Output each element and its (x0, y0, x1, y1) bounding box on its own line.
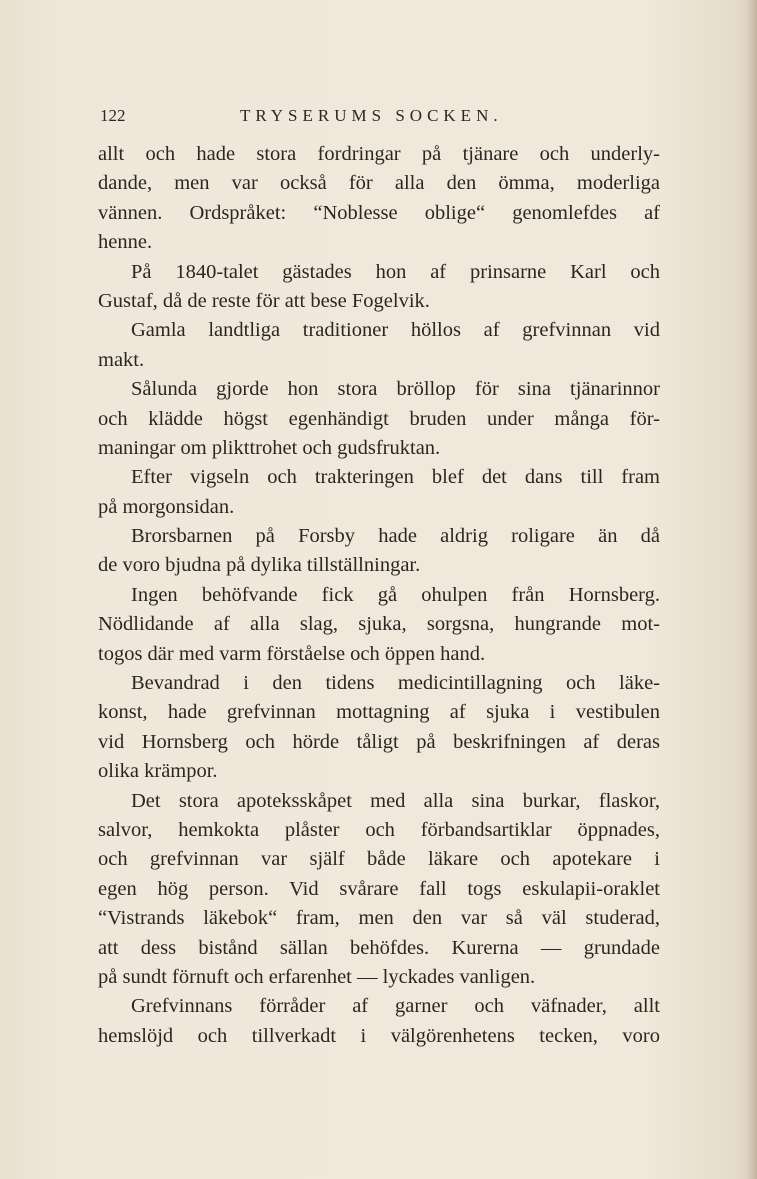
text-line: konst, hade grefvinnan mottagning af sjuka i vestibulen (98, 701, 660, 724)
text-line: Ingen behöfvande fick gå ohulpen från Hornsberg. (131, 583, 660, 606)
text-line: Gamla landtliga traditioner höllos af grefvinnan vid (131, 319, 660, 342)
body-text (98, 140, 660, 1051)
text-line: vännen. Ordspråket: “Noblesse oblige“ genomlefdes af (98, 201, 660, 224)
text-line: maningar om plikttrohet och gudsfruktan. (98, 436, 441, 459)
text-line: vid Hornsberg och hörde tåligt på beskrifningen af deras (98, 730, 660, 753)
text-line: Nödlidande af alla slag, sjuka, sorgsna, hungrande mot- (98, 613, 660, 636)
text-line: egen hög person. Vid svårare fall togs eskulapii-oraklet (98, 877, 660, 900)
text-line: Sålunda gjorde hon stora bröllop för sina tjänarinnor (131, 378, 660, 401)
text-line: hemslöjd och tillverkadt i välgörenhetens tecken, voro (98, 1024, 660, 1047)
text-line: salvor, hemkokta plåster och förbandsartiklar öppnades, (98, 818, 660, 841)
text-line: Brorsbarnen på Forsby hade aldrig roligare än då (131, 525, 660, 548)
text-line: Det stora apoteksskåpet med alla sina burkar, flaskor, (131, 789, 660, 812)
text-line: På 1840-talet gästades hon af prinsarne Karl och (131, 260, 660, 283)
text-line: Efter vigseln och trakteringen blef det dans till fram (131, 466, 660, 489)
text-line: Bevandrad i den tidens medicintillagning och läke- (131, 672, 660, 695)
text-line: och klädde högst egenhändigt bruden under många för- (98, 407, 660, 430)
text-line: makt. (98, 348, 145, 371)
text-line: Grefvinnans förråder af garner och väfnader, allt (131, 995, 660, 1018)
text-line: dande, men var också för alla den ömma, moderliga (98, 172, 660, 195)
page-edge-shadow (747, 0, 757, 1179)
text-line: “Vistrands läkebok“ fram, men den var så väl studerad, (98, 907, 660, 930)
text-line: olika krämpor. (98, 760, 218, 783)
text-line: henne. (98, 231, 153, 254)
page-number: 122 (100, 106, 126, 125)
text-line: allt och hade stora fordringar på tjänare och underly- (98, 143, 660, 165)
text-line: togos där med varm förståelse och öppen hand. (98, 642, 486, 665)
text-line: och grefvinnan var själf både läkare och apotekare i (98, 848, 660, 871)
page-header (100, 103, 660, 129)
text-line: på sundt förnuft och erfarenhet — lyckades vanligen. (98, 965, 536, 988)
text-line: de voro bjudna på dylika tillställningar. (98, 554, 421, 577)
text-line: på morgonsidan. (98, 495, 235, 518)
text-line: att dess bistånd sällan behöfdes. Kurerna — grundade (98, 936, 660, 959)
running-title: TRYSERUMS SOCKEN. (240, 106, 503, 125)
text-line: Gustaf, då de reste för att bese Fogelvik. (98, 289, 430, 312)
